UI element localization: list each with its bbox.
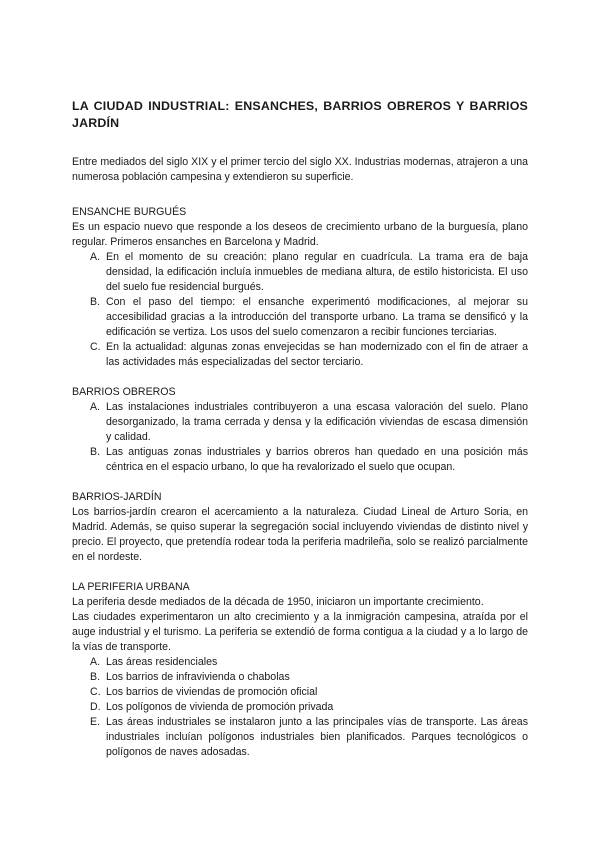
list-marker: D.: [90, 701, 101, 713]
section-ensanche-burgues: [72, 205, 528, 370]
list-marker: A.: [90, 656, 101, 668]
item-list: [72, 400, 528, 475]
list-marker: B.: [90, 296, 101, 308]
section-paragraph: Es un espacio nuevo que responde a los deseos de crecimiento urbano de la burguesía, plano regular. Primeros ensanches en Barcelona y Madrid.: [72, 221, 528, 248]
list-marker: B.: [90, 671, 101, 683]
section-paragraph: Los barrios-jardín crearon el acercamiento a la naturaleza. Ciudad Lineal de Arturo Soria, en Madrid. Además, se quiso superar la segregación social incluyendo viviendas de distinto nivel y precio. El proyecto, que pretendía rodear toda la periferia madrileña, solo se realizó parcialmente en el nordeste.: [72, 506, 528, 563]
document-title: LA CIUDAD INDUSTRIAL: ENSANCHES, BARRIOS OBREROS Y BARRIOS JARDÍN: [72, 99, 528, 130]
list-item: [72, 400, 528, 445]
section-heading: ENSANCHE BURGUÉS: [72, 206, 187, 218]
list-item: [72, 700, 528, 715]
list-item-text: Las áreas industriales se instalaron junto a las principales vías de transporte. Las áreas industriales incluían polígonos industriales bien planificados. Parques tecnológicos o polígonos de naves adosadas.: [106, 716, 528, 758]
item-list: [72, 250, 528, 370]
list-marker: B.: [90, 446, 101, 458]
section-heading: LA PERIFERIA URBANA: [72, 581, 190, 593]
list-item: [72, 715, 528, 760]
section-barrios-obreros: [72, 385, 528, 475]
section-barrios-jardin: [72, 490, 528, 565]
intro-paragraph: Entre mediados del siglo XIX y el primer tercio del siglo XX. Industrias modernas, atrajeron a una numerosa población campesina y extendieron su superficie.: [72, 156, 528, 183]
section-paragraph: La periferia desde mediados de la década de 1950, iniciaron un importante crecimiento.: [72, 596, 484, 608]
list-marker: E.: [90, 716, 101, 728]
document-body: [72, 98, 528, 775]
list-marker: C.: [90, 686, 101, 698]
list-item-text: En el momento de su creación: plano regular en cuadrícula. La trama era de baja densidad, la edificación incluía inmuebles de mediana altura, de estilo historicista. El uso del suelo fue residencial burgués.: [106, 251, 528, 293]
list-item-text: Los polígonos de vivienda de promoción privada: [106, 701, 334, 713]
list-item-text: Los barrios de infravivienda o chabolas: [106, 671, 290, 683]
list-item: [72, 445, 528, 475]
section-periferia-urbana: [72, 580, 528, 760]
list-item: [72, 340, 528, 370]
list-item-text: Las instalaciones industriales contribuyeron a una escasa valoración del suelo. Plano desorganizado, la trama cerrada y densa y la edificación viviendas de escasa dimensión y calidad.: [106, 401, 528, 443]
section-heading: BARRIOS-JARDÍN: [72, 491, 162, 503]
list-item: [72, 250, 528, 295]
list-item-text: En la actualidad: algunas zonas envejecidas se han modernizado con el fin de atraer a las actividades más especializadas del sector terciario.: [106, 341, 528, 368]
list-item: [72, 670, 528, 685]
list-marker: A.: [90, 401, 101, 413]
list-item: [72, 655, 528, 670]
list-item: [72, 295, 528, 340]
list-item: [72, 685, 528, 700]
list-marker: A.: [90, 251, 101, 263]
list-item-text: Las antiguas zonas industriales y barrios obreros han quedado en una posición más céntrica en el espacio urbano, lo que ha revalorizado el suelo que ocupan.: [106, 446, 528, 473]
list-item-text: Con el paso del tiempo: el ensanche experimentó modificaciones, al mejorar su accesibilidad gracias a la introducción del transporte urbano. La trama se densificó y la edificación se vertiza. Los usos del suelo comenzaron a recibir funciones terciarias.: [106, 296, 528, 338]
section-heading: BARRIOS OBREROS: [72, 386, 176, 398]
section-paragraph: Las ciudades experimentaron un alto crecimiento y a la inmigración campesina, atraída por el auge industrial y el turismo. La periferia se extendió de forma contigua a la ciudad y a lo largo de la vías de transporte.: [72, 611, 528, 653]
list-item-text: Las áreas residenciales: [106, 656, 218, 668]
list-item-text: Los barrios de viviendas de promoción oficial: [106, 686, 318, 698]
list-marker: C.: [90, 341, 101, 353]
item-list: [72, 655, 528, 760]
